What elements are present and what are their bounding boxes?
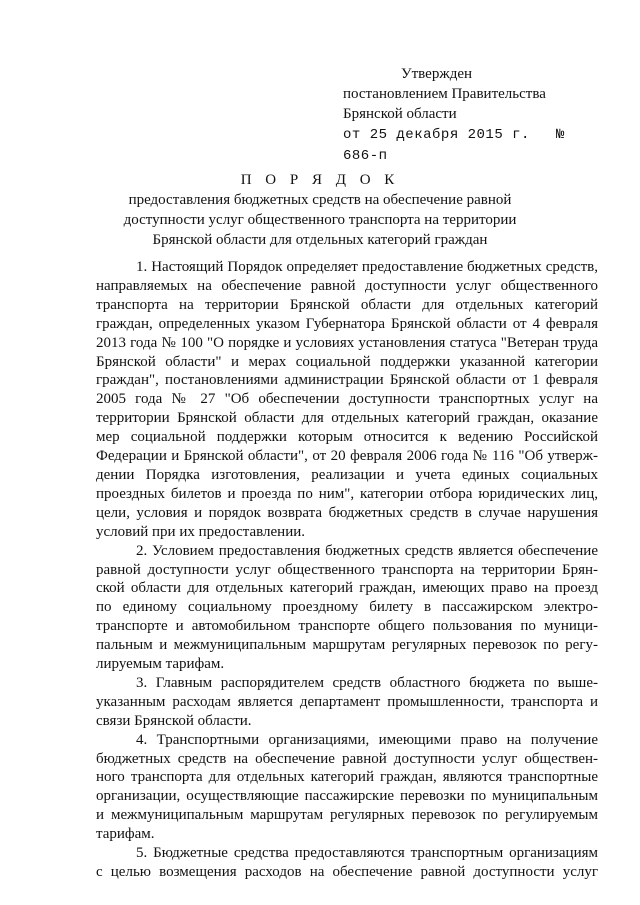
approval-line: Брянской области <box>343 106 457 122</box>
approval-date: от 25 декабря 2015 г. <box>343 127 530 143</box>
body-line: связи Брянской области. <box>96 712 252 729</box>
body-line: 2005 года № 27 "Об обеспечении доступности транспортных услуг на <box>96 391 598 408</box>
body-line: дении Порядка изготовления, реализации и учета единых социальных <box>96 466 598 483</box>
body-line: 3. Главным распорядителем средств областного бюджета по выше- <box>136 674 598 691</box>
body-line: Федерации и Брянской области", от 20 февраля 2006 года № 116 "Об утверж- <box>96 448 598 465</box>
document-title: П О Р Я Д О К <box>240 172 400 188</box>
body-line: направляемых на обеспечение равной доступности услуг общественного <box>96 277 598 294</box>
body-line: по единому социальному проездному билету в пассажирском электро- <box>96 599 598 616</box>
body-line: 4. Транспортными организациями, имеющими право на получение <box>136 731 598 748</box>
body-line: равной доступности услуг общественного транспорта на территории Брян- <box>96 561 598 578</box>
body-line: и межмуниципальным маршрутам регулярных перевозок по регулируемым <box>96 807 598 824</box>
body-line: территории Брянской области для отдельных категорий граждан, оказание <box>96 410 598 427</box>
subtitle-line: доступности услуг общественного транспорта на территории <box>123 212 517 228</box>
body-line: 2. Условием предоставления бюджетных средств является обеспечение <box>136 542 598 559</box>
body-line: мер социальной поддержки которым относится к ведению Российской <box>96 429 598 446</box>
body-line: условий при их предоставлении. <box>96 523 306 540</box>
body-line: с целью возмещения расходов на обеспечение равной доступности услуг <box>96 864 598 880</box>
document-body <box>96 258 598 882</box>
body-line: пальным и межмуниципальным маршрутам регулярных перевозок по регу- <box>96 637 598 654</box>
body-line: тарифам. <box>96 826 155 843</box>
body-line: проездных билетов и проезда по ним", категории отбора юридических лиц, <box>96 485 598 502</box>
body-line: транспорте и автомобильном транспорте общего пользования по муници- <box>96 618 598 635</box>
body-line: цели, условия и порядок возврата бюджетных средств в случае нарушения <box>96 504 598 521</box>
body-line: 5. Бюджетные средства предоставляются транспортным организациям <box>136 845 598 862</box>
approval-block <box>343 64 603 166</box>
document-subtitle <box>100 190 540 250</box>
body-line: ного транспорта для отдельных категорий граждан, являются транспортные <box>96 769 598 786</box>
body-line: транспорта на территории Брянской области для отдельных категорий <box>96 296 598 313</box>
body-line: граждан, определенных указом Губернатора Брянской области от 4 февраля <box>96 315 598 332</box>
approval-number: № 686-п <box>343 127 565 164</box>
body-line: указанным расходам является департамент промышленности, транспорта и <box>96 693 598 710</box>
body-line: 1. Настоящий Порядок определяет предоставление бюджетных средств, <box>136 259 598 275</box>
body-line: граждан", постановлениями администрации Брянской области от 1 февраля <box>96 372 598 389</box>
body-line: ской области для отдельных категорий граждан, имеющих право на проезд <box>96 580 598 597</box>
subtitle-line: Брянской области для отдельных категорий граждан <box>152 232 488 248</box>
approval-line: Утвержден <box>401 66 473 82</box>
approval-line: постановлением Правительства <box>343 86 546 102</box>
approval-date-line <box>343 124 603 166</box>
body-line: лируемым тарифам. <box>96 656 225 673</box>
body-line: Брянской области" и мерах социальной поддержки указанной категории <box>96 353 598 370</box>
body-line: бюджетных средств на обеспечение равной доступности услуг обществен- <box>96 750 598 767</box>
body-line: 2013 года № 100 "О порядке и условиях установления статуса "Ветеран труда <box>96 334 598 351</box>
body-line: организации, осуществляющие пассажирские перевозки по муниципальным <box>96 788 598 805</box>
subtitle-line: предоставления бюджетных средств на обеспечение равной <box>128 192 512 208</box>
